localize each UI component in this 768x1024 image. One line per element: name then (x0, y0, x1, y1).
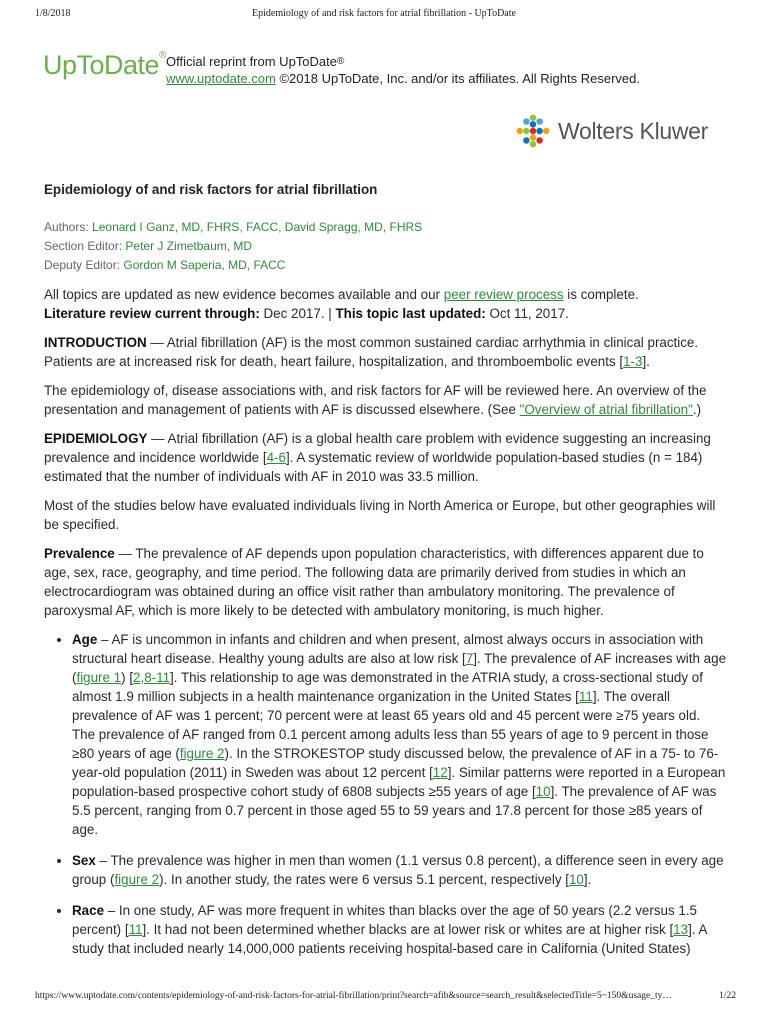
authors-label: Authors: (44, 220, 89, 234)
reference-link[interactable]: 2,8-11 (133, 670, 171, 685)
topic-title: Epidemiology of and risk factors for atrial fibrillation (44, 182, 378, 197)
deputy-editor-link[interactable]: Gordon M Saperia, MD, FACC (123, 258, 286, 272)
deputy-editor (44, 256, 726, 275)
last-updated-label: This topic last updated: (335, 306, 486, 321)
list-item-sex: • Sex – The prevalence was higher in men than women (1.1 versus 0.8 percent), a difference seen in every age group (figure 2). In another study, the rates were 6 versus 5.1 percent, respectively [10]. (72, 851, 726, 889)
section-editor (44, 237, 726, 256)
reprint-line: Official reprint from UpToDate (166, 54, 337, 69)
section-editor-link[interactable]: Peter J Zimetbaum, MD (125, 239, 253, 253)
reference-link[interactable]: 12 (432, 765, 448, 780)
reference-link[interactable]: 10 (568, 872, 584, 887)
lit-review-label: Literature review current through: (44, 306, 260, 321)
article-content (44, 180, 726, 970)
print-footer (0, 991, 768, 1007)
wolters-kluwer-wordmark: Wolters Kluwer (558, 117, 709, 144)
epidemiology-paragraph: EPIDEMIOLOGY — Atrial fibrillation (AF) is a global health care problem with evidence suggesting an increasing prevalence and incidence worldwide [4-6]. A systematic review of worldwide population-based studies (n = 184) estimated that the number of individuals with AF in 2010 was 33.5 million. (44, 431, 711, 484)
list-item-race: • Race – In one study, AF was more frequent in whites than blacks over the age of 50 years (2.2 versus 1.5 percent) [11]. It had not been determined whether blacks are at lower risk or whites are at higher risk [13]. A study that included nearly 14,000,000 patients receiving hospital-based care in California (United States) (72, 901, 726, 958)
logo-text: UpToDate (43, 50, 160, 80)
figure-link[interactable]: figure 2 (179, 746, 225, 761)
wolters-kluwer-emblem-icon (516, 114, 550, 148)
print-url: https://www.uptodate.com/contents/epidemiology-of-and-risk-factors-for-atrial-fibrillation/print?search=afib&source=search_result&selectedTitle=5~150&usage_ty… (35, 991, 672, 1001)
prevalence-heading: Prevalence (44, 546, 115, 561)
geographies-paragraph: Most of the studies below have evaluated individuals living in North America or Europe, but other geographies will be specified. (44, 498, 716, 532)
prevalence-factors-list (44, 630, 726, 958)
reference-link[interactable]: 13 (673, 922, 689, 937)
topic-authors: Authors: Leonard I Ganz, MD, FHRS, FACC, David Spragg, MD, FHRS (44, 220, 423, 234)
author-link[interactable]: Leonard I Ganz, MD, FHRS, FACC (92, 220, 279, 234)
peer-review-link[interactable]: peer review process (443, 287, 564, 302)
print-date: 1/8/2018 (35, 8, 71, 19)
review-notice: All topics are updated as new evidence becomes available and our peer review process is complete. Literature review current through: Dec 2017. | This topic last updated: Oct 11, 2017. (44, 287, 639, 321)
copyright-text: ©2018 UpToDate, Inc. and/or its affiliates. All Rights Reserved. (279, 71, 640, 86)
prevalence-paragraph: Prevalence — The prevalence of AF depends upon population characteristics, with differences apparent due to age, sex, race, geography, and time period. The following data are primarily derived from studies in which an electrocardiogram was obtained during an office visit rather than ambulatory monitoring. The prevalence of paroxysmal AF, which is more likely to be detected with ambulatory monitoring, is much higher. (44, 546, 704, 618)
reference-link[interactable]: 11 (128, 922, 143, 937)
registered-mark: ® (159, 50, 166, 61)
intro-heading: INTRODUCTION (44, 335, 147, 350)
reference-link[interactable]: 11 (578, 689, 593, 704)
reprint-notice (166, 53, 640, 87)
wolters-kluwer-logo (516, 114, 708, 148)
age-label: Age (72, 632, 98, 647)
sex-label: Sex (72, 853, 96, 868)
figure-link[interactable]: figure 2 (114, 872, 160, 887)
reprint-registered-mark: ® (337, 56, 345, 67)
intro-paragraph-2: The epidemiology of, disease associations with, and risk factors for AF will be reviewed here. An overview of the presentation and management of patients with AF is discussed elsewhere. (See "Overview of atrial fibrillation".) (44, 383, 707, 417)
deputy-editor-label: Deputy Editor: (44, 258, 121, 272)
intro-paragraph: INTRODUCTION — Atrial fibrillation (AF) is the most common sustained cardiac arrhythmia in clinical practice. Patients are at increased risk for death, heart failure, hospitalization, and thromboembolic events [1-3]. (44, 335, 699, 369)
print-header (0, 8, 768, 24)
reference-link[interactable]: 1-3 (623, 354, 643, 369)
figure-link[interactable]: figure 1 (76, 670, 122, 685)
uptodate-site-link[interactable]: www.uptodate.com (166, 71, 276, 86)
print-title: Epidemiology of and risk factors for atrial fibrillation - UpToDate (252, 8, 516, 19)
overview-af-link[interactable]: "Overview of atrial fibrillation" (519, 402, 693, 417)
page-number: 1/22 (719, 991, 736, 1001)
author-link[interactable]: David Spragg, MD, FHRS (284, 220, 423, 234)
section-editor-label: Section Editor: (44, 239, 123, 253)
race-label: Race (72, 903, 105, 918)
uptodate-logo[interactable] (43, 50, 166, 81)
epidemiology-heading: EPIDEMIOLOGY (44, 431, 148, 446)
reference-link[interactable]: 7 (465, 651, 474, 666)
reference-link[interactable]: 10 (535, 784, 551, 799)
reference-link[interactable]: 4-6 (266, 450, 286, 465)
list-item-age: • Age – AF is uncommon in infants and children and when present, almost always occurs in association with structural heart disease. Healthy young adults are also at low risk [7]. The prevalence of AF increases with age (figure 1) [2,8-11]. This relationship to age was demonstrated in the ATRIA study, a cross-sectional study of almost 1.9 million subjects in a health maintenance organization in the United States [11]. The overall prevalence of AF was 1 percent; 70 percent were at least 65 years old and 45 percent were ≥75 years old. The prevalence of AF ranged from 0.1 percent among adults less than 55 years of age to 9 percent in those ≥80 years of age (figure 2). In the STROKESTOP study discussed below, the prevalence of AF in a 75- to 76-year-old population (2011) in Sweden was about 12 percent [12]. Similar patterns were reported in a European population-based prospective cohort study of 6808 subjects ≥55 years of age [10]. The prevalence of AF was 5.5 percent, ranging from 0.7 percent in those aged 55 to 59 years and 17.8 percent for those ≥85 years of age. (72, 630, 726, 839)
